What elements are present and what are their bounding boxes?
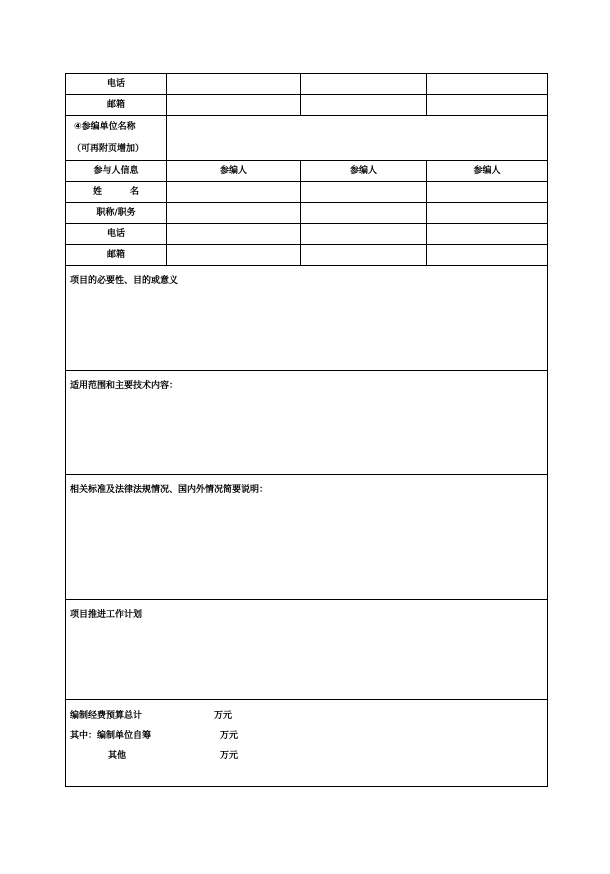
participant-phone-row — [66, 224, 548, 245]
participant-header-label: 参与人信息 — [66, 161, 167, 182]
scope-label: 适用范围和主要技术内容： — [70, 381, 179, 391]
participant-postcode-label: 邮箱 — [66, 245, 167, 266]
budget-total-line — [70, 706, 543, 726]
name-label — [66, 182, 167, 203]
plan-cell[interactable] — [66, 600, 548, 700]
budget-self-label: 其中：编制单位自筹 — [70, 731, 152, 741]
name-cell[interactable] — [167, 182, 301, 203]
name-label-char-1: 姓 — [92, 186, 102, 197]
org-label-cell — [66, 116, 167, 161]
phone-label: 电话 — [66, 74, 167, 95]
plan-section — [66, 600, 548, 700]
org-subtitle: （可再附页增加） — [72, 144, 145, 154]
participant-postcode-cell[interactable] — [301, 245, 427, 266]
budget-total-label: 编制经费预算总计 — [70, 711, 143, 721]
org-title: ④参编单位名称 — [74, 122, 136, 132]
title-row — [66, 203, 548, 224]
postcode-cell[interactable] — [301, 95, 427, 116]
necessity-label: 项目的必要性、目的或意义 — [70, 276, 179, 286]
title-cell[interactable] — [427, 203, 548, 224]
participant-phone-label: 电话 — [66, 224, 167, 245]
title-cell[interactable] — [167, 203, 301, 224]
budget-total-unit: 万元 — [214, 711, 233, 721]
budget-self-line — [70, 726, 543, 746]
participant-column-header: 参编人 — [167, 161, 301, 182]
postcode-row-top — [66, 95, 548, 116]
participant-phone-cell[interactable] — [167, 224, 301, 245]
name-cell[interactable] — [427, 182, 548, 203]
postcode-cell[interactable] — [427, 95, 548, 116]
name-label-char-2: 名 — [130, 186, 140, 197]
standards-label: 相关标准及法律法规情况、国内外情况简要说明： — [70, 485, 269, 495]
postcode-cell[interactable] — [167, 95, 301, 116]
name-row — [66, 182, 548, 203]
scope-cell[interactable] — [66, 371, 548, 475]
org-row — [66, 116, 548, 161]
budget-other-label: 其他 — [108, 751, 127, 761]
phone-cell[interactable] — [167, 74, 301, 95]
standards-cell[interactable] — [66, 475, 548, 600]
budget-other-unit: 万元 — [220, 751, 239, 761]
project-form-table — [65, 73, 548, 787]
necessity-section — [66, 266, 548, 371]
budget-self-unit: 万元 — [220, 731, 239, 741]
scope-section — [66, 371, 548, 475]
budget-section — [66, 700, 548, 787]
phone-cell[interactable] — [301, 74, 427, 95]
name-cell[interactable] — [301, 182, 427, 203]
budget-cell[interactable] — [66, 700, 548, 787]
participant-phone-cell[interactable] — [301, 224, 427, 245]
budget-other-line — [70, 746, 543, 766]
postcode-label: 邮箱 — [66, 95, 167, 116]
phone-row-top — [66, 74, 548, 95]
necessity-cell[interactable] — [66, 266, 548, 371]
participant-column-header: 参编人 — [427, 161, 548, 182]
title-cell[interactable] — [301, 203, 427, 224]
participant-header-row — [66, 161, 548, 182]
plan-label: 项目推进工作计划 — [70, 610, 143, 620]
phone-cell[interactable] — [427, 74, 548, 95]
participant-column-header: 参编人 — [301, 161, 427, 182]
participant-phone-cell[interactable] — [427, 224, 548, 245]
org-name-cell[interactable] — [167, 116, 548, 161]
participant-postcode-cell[interactable] — [167, 245, 301, 266]
participant-postcode-row — [66, 245, 548, 266]
standards-section — [66, 475, 548, 600]
participant-postcode-cell[interactable] — [427, 245, 548, 266]
title-label: 职称/职务 — [66, 203, 167, 224]
